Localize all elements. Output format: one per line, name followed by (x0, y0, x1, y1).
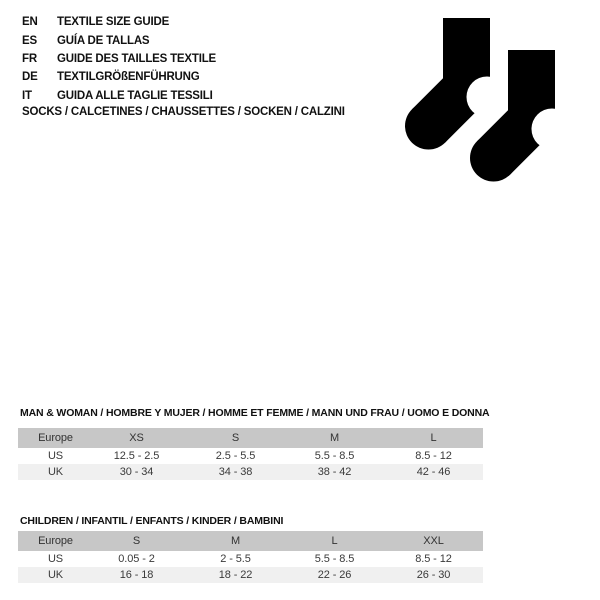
size-table-children (18, 531, 483, 583)
column-header-size: S (231, 432, 240, 444)
language-title: TEXTILGRÖßENFÜHRUNG (57, 71, 200, 84)
size-cell: 22 - 26 (317, 569, 352, 581)
language-title: TEXTILE SIZE GUIDE (57, 16, 170, 29)
column-header-size: XXL (423, 535, 444, 547)
table-header-row (18, 531, 483, 551)
language-title: GUIDA ALLE TAGLIE TESSILI (57, 89, 213, 102)
row-label: US (47, 553, 64, 565)
column-header-size: L (430, 432, 437, 444)
language-row (22, 13, 216, 31)
size-table-adults (18, 428, 483, 480)
size-cell: 8.5 - 12 (415, 450, 452, 462)
column-header-size: M (329, 432, 340, 444)
language-code: EN (22, 16, 38, 29)
column-header-region: Europe (38, 535, 73, 547)
size-cell: 38 - 42 (317, 466, 352, 478)
size-cell: 2.5 - 5.5 (215, 450, 256, 462)
size-cell: 0.05 - 2 (118, 553, 155, 565)
size-cell: 18 - 22 (218, 569, 253, 581)
language-code: FR (22, 52, 37, 65)
size-cell: 16 - 18 (119, 569, 154, 581)
language-title: GUÍA DE TALLAS (57, 34, 150, 47)
row-label: US (47, 450, 64, 462)
language-row (22, 68, 216, 86)
size-cell: 2 - 5.5 (220, 553, 251, 565)
column-header-size: XS (129, 432, 144, 444)
table-row-us (18, 448, 483, 464)
language-row (22, 50, 216, 68)
table-row-us (18, 551, 483, 567)
size-cell: 26 - 30 (416, 569, 451, 581)
table-title-children: CHILDREN / INFANTIL / ENFANTS / KINDER / BAMBINI (20, 515, 284, 527)
language-code: IT (22, 89, 32, 102)
size-cell: 5.5 - 8.5 (314, 553, 355, 565)
language-code: ES (22, 34, 37, 47)
column-header-size: S (132, 535, 141, 547)
column-header-size: L (331, 535, 338, 547)
heel-highlight (467, 77, 508, 118)
table-row-uk (18, 464, 483, 480)
size-cell: 30 - 34 (119, 466, 154, 478)
column-header-size: M (230, 535, 241, 547)
language-code: DE (22, 71, 38, 84)
table-header-row (18, 428, 483, 448)
size-cell: 34 - 38 (218, 466, 253, 478)
size-cell: 8.5 - 12 (415, 553, 452, 565)
socks-icon (390, 0, 565, 185)
size-cell: 42 - 46 (416, 466, 451, 478)
category-line: SOCKS / CALCETINES / CHAUSSETTES / SOCKEN / CALZINI (22, 106, 345, 118)
language-row (22, 87, 216, 105)
row-label: UK (47, 466, 64, 478)
language-row (22, 31, 216, 49)
size-cell: 5.5 - 8.5 (314, 450, 355, 462)
table-title-adults: MAN & WOMAN / HOMBRE Y MUJER / HOMME ET FEMME / MANN UND FRAU / UOMO E DONNA (20, 407, 490, 419)
language-list (22, 13, 216, 105)
language-title: GUIDE DES TAILLES TEXTILE (57, 52, 216, 65)
row-label: UK (47, 569, 64, 581)
table-row-uk (18, 567, 483, 583)
size-cell: 12.5 - 2.5 (113, 450, 160, 462)
column-header-region: Europe (38, 432, 73, 444)
